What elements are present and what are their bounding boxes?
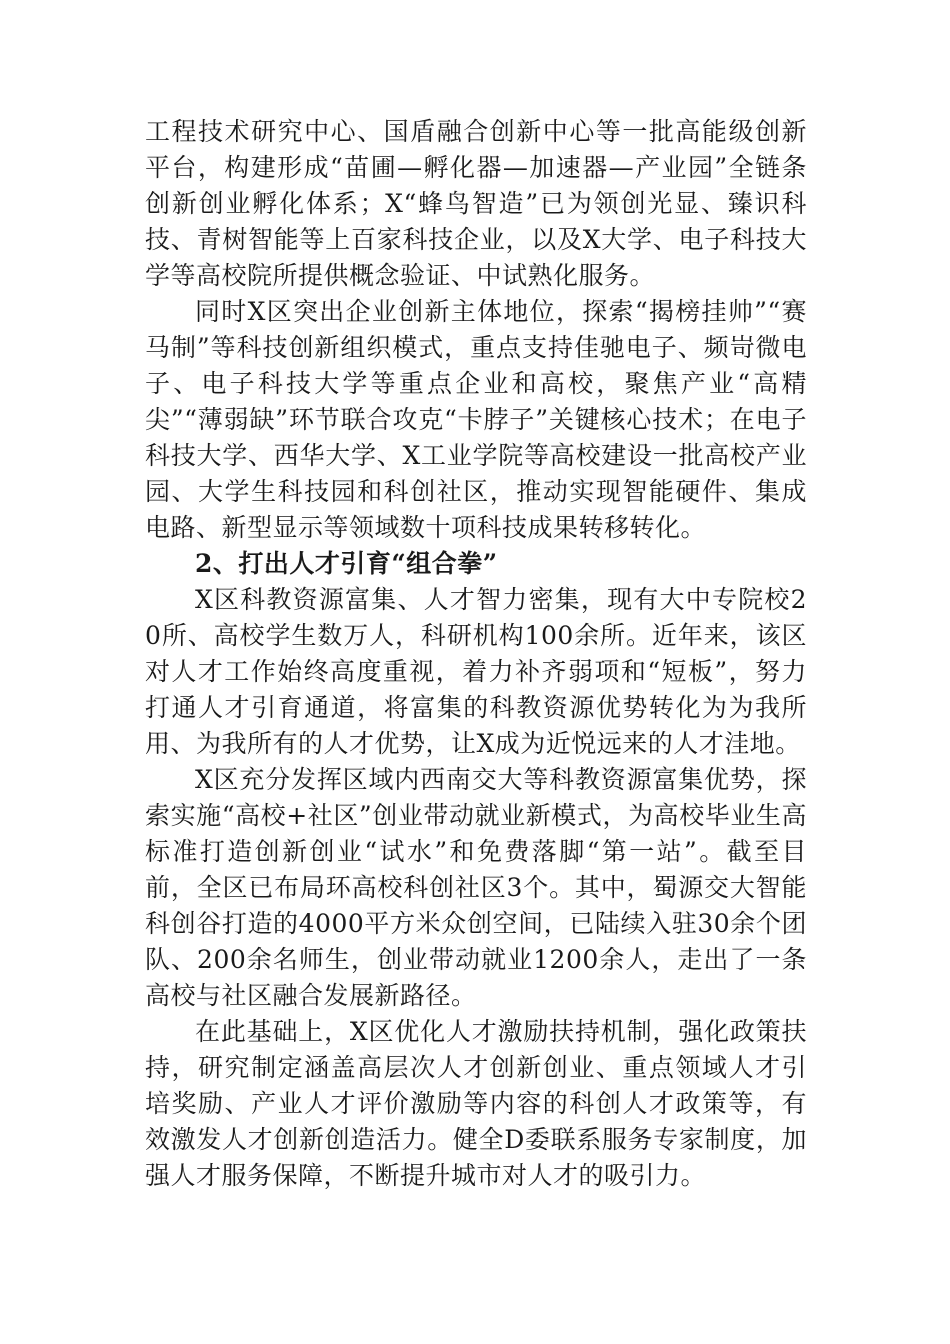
section-heading-talent: 2、打出人才引育“组合拳” xyxy=(195,549,498,578)
paragraph-talent-incentives: 在此基础上，X区优化人才激励扶持机制，强化政策扶持，研究制定涵盖高层次人才创新创业、重点领域人才引培奖励、产业人才评价激励等内容的科创人才政策等，有效激发人才创新创造活力。健全D委联系服务专家制度，加强人才服务保障，不断提升城市对人才的吸引力。 xyxy=(145,1017,807,1190)
paragraph-talent-resources: X区科教资源富集、人才智力密集，现有大中专院校20所、高校学生数万人，科研机构100余所。近年来，该区对人才工作始终高度重视，着力补齐弱项和“短板”，努力打通人才引育通道，将富集的科教资源优势转化为为我所用、为我所有的人才优势，让X成为近悦远来的人才洼地。 xyxy=(145,585,807,758)
paragraph-university-community: X区充分发挥区域内西南交大等科教资源富集优势，探索实施“高校+社区”创业带动就业新模式，为高校毕业生高标准打造创新创业“试水”和免费落脚“第一站”。截至目前，全区已布局环高校科创社区3个。其中，蜀源交大智能科创谷打造的4000平方米众创空间，已陆续入驻30余个团队、200余名师生，创业带动就业1200余人，走出了一条高校与社区融合发展新路径。 xyxy=(145,765,807,1010)
paragraph-continuation: 工程技术研究中心、国盾融合创新中心等一批高能级创新平台，构建形成“苗圃—孵化器—加速器—产业园”全链条创新创业孵化体系；X“蜂鸟智造”已为领创光显、臻识科技、青树智能等上百家科技企业，以及X大学、电子科技大学等高校院所提供概念验证、中试熟化服务。 xyxy=(145,117,807,290)
document-page xyxy=(145,114,807,1194)
paragraph-innovation-subject: 同时X区突出企业创新主体地位，探索“揭榜挂帅”“赛马制”等科技创新组织模式，重点支持佳驰电子、频岢微电子、电子科技大学等重点企业和高校，聚焦产业“高精尖”“薄弱缺”环节联合攻克“卡脖子”关键核心技术；在电子科技大学、西华大学、X工业学院等高校建设一批高校产业园、大学生科技园和科创社区，推动实现智能硬件、集成电路、新型显示等领域数十项科技成果转移转化。 xyxy=(145,297,807,542)
